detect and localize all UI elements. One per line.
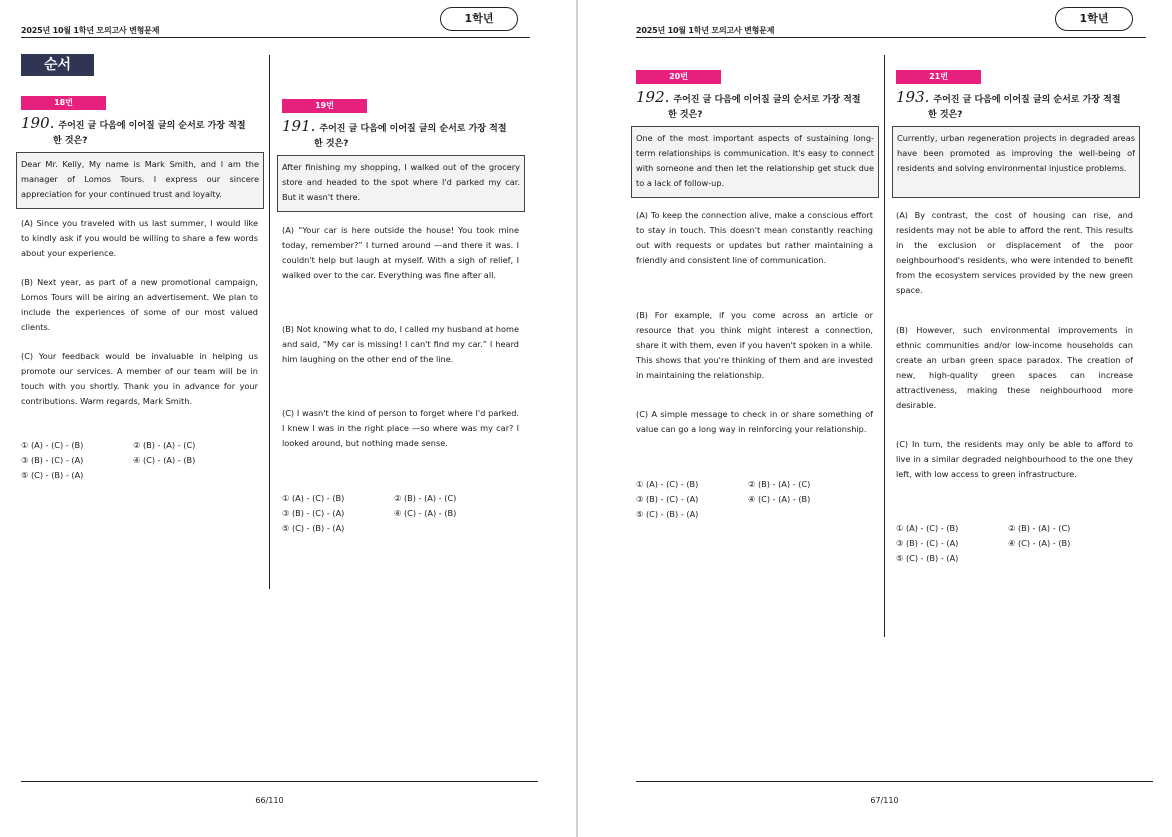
question-prompt-cont: 한 것은? (928, 110, 963, 120)
column-rule (269, 55, 270, 589)
paragraph-a: (A) By contrast, the cost of housing can rise, and residents may not be able to afford the rent. This results in the exclusion or displacement of the poor neighbourhood's residents, who were intended to benefit from the ecosystem services provided by the new green space. (896, 210, 1133, 295)
question-heading (636, 90, 876, 123)
question-number: 193. (896, 88, 930, 106)
choice-4[interactable]: ④ (C) - (A) - (B) (133, 455, 196, 465)
choice-2[interactable]: ② (B) - (A) - (C) (1008, 523, 1071, 533)
footer-rule (21, 781, 538, 782)
question-heading (21, 116, 261, 149)
page-left (0, 0, 576, 837)
choice-1[interactable]: ① (A) - (C) - (B) (896, 523, 959, 533)
question-heading (896, 90, 1136, 123)
choice-5[interactable]: ⑤ (C) - (B) - (A) (21, 470, 84, 480)
section-label: 순서 (21, 54, 94, 76)
paragraph-c: (C) A simple message to check in or share something of value can go a long way in reinforcing your relationship. (636, 409, 873, 434)
choice-4[interactable]: ④ (C) - (A) - (B) (1008, 538, 1071, 548)
header-title: 2025년 10월 1학년 모의고사 변형문제 (21, 26, 160, 35)
given-passage-box: One of the most important aspects of sustaining long-term relationships is communication. It's easy to connect with someone and then let the relationship get stuck due to a lack of follow-up. (631, 126, 879, 198)
paragraph-c: (C) I wasn't the kind of person to forget where I'd parked. I knew I was in the right place —so where was my car? I looked around, but nothing made sense. (282, 408, 519, 448)
given-passage-box: Currently, urban regeneration projects in degraded areas have been promoted as improving the well-being of residents and solving environmental injustice problems. (892, 126, 1140, 198)
given-passage-box: Dear Mr. Kelly, My name is Mark Smith, and I am the manager of Lomos Tours. I express our sincere appreciation for your continued trust and loyalty. (16, 152, 264, 209)
question-prompt-cont: 한 것은? (53, 136, 88, 146)
question-prompt-cont: 한 것은? (314, 139, 349, 149)
choice-4[interactable]: ④ (C) - (A) - (B) (748, 494, 811, 504)
choice-5[interactable]: ⑤ (C) - (B) - (A) (282, 523, 345, 533)
column-rule (884, 55, 885, 637)
choice-1[interactable]: ① (A) - (C) - (B) (636, 479, 699, 489)
paragraph-a: (A) Since you traveled with us last summer, I would like to kindly ask if you would be willing to share a few words about your experience. (21, 218, 258, 258)
footer-rule (636, 781, 1153, 782)
page-number: 67/110 (870, 796, 899, 805)
choice-3[interactable]: ③ (B) - (C) - (A) (896, 538, 959, 548)
question-tag: 21번 (896, 70, 981, 84)
grade-badge: 1학년 (1055, 7, 1133, 31)
paragraph-b: (B) However, such environmental improvements in ethnic communities and/or low-income households can create an urban green space paradox. The creation of new, high-quality green spaces can increase attractiveness, making these neighbourhood more desirable. (896, 325, 1133, 410)
question-number: 191. (282, 117, 316, 135)
question-heading (282, 119, 522, 152)
choice-5[interactable]: ⑤ (C) - (B) - (A) (636, 509, 699, 519)
answer-choices (636, 477, 860, 522)
answer-choices (282, 491, 506, 536)
page-number: 66/110 (255, 796, 284, 805)
question-prompt: 주어진 글 다음에 이어질 글의 순서로 가장 적절 (319, 124, 507, 134)
choice-1[interactable]: ① (A) - (C) - (B) (282, 493, 345, 503)
paragraph-a: (A) To keep the connection alive, make a conscious effort to stay in touch. This doesn't mean constantly reaching out with requests or updates but rather maintaining a friendly and consistent line of communication. (636, 210, 873, 265)
question-number: 192. (636, 88, 670, 106)
question-tag: 20번 (636, 70, 721, 84)
page-right (578, 0, 1172, 837)
question-tag: 19번 (282, 99, 367, 113)
choice-3[interactable]: ③ (B) - (C) - (A) (21, 455, 84, 465)
paragraph-c: (C) In turn, the residents may only be able to afford to live in a similar degraded neighbourhood to the one they left, with low access to green infrastructure. (896, 439, 1133, 479)
paragraph-c: (C) Your feedback would be invaluable in helping us promote our services. A member of our team will be in touch with you shortly. Thank you in advance for your contributions. Warm regards, Mark Smith. (21, 351, 258, 406)
answer-choices (21, 438, 245, 483)
choice-5[interactable]: ⑤ (C) - (B) - (A) (896, 553, 959, 563)
question-prompt: 주어진 글 다음에 이어질 글의 순서로 가장 적절 (58, 121, 246, 131)
grade-badge: 1학년 (440, 7, 518, 31)
paragraph-a: (A) “Your car is here outside the house! You took mine today, remember?” I turned around —and there it was. I couldn't help but laugh at myself. With a sigh of relief, I walked over to the car. Everything was fine after all. (282, 225, 519, 280)
given-passage-box: After finishing my shopping, I walked out of the grocery store and headed to the spot where I'd parked my car. But it wasn't there. (277, 155, 525, 212)
answer-choices (896, 521, 1120, 566)
header-rule (21, 37, 530, 38)
header-rule (636, 37, 1146, 38)
choice-3[interactable]: ③ (B) - (C) - (A) (636, 494, 699, 504)
question-prompt-cont: 한 것은? (668, 110, 703, 120)
choice-1[interactable]: ① (A) - (C) - (B) (21, 440, 84, 450)
choice-2[interactable]: ② (B) - (A) - (C) (748, 479, 811, 489)
choice-2[interactable]: ② (B) - (A) - (C) (133, 440, 196, 450)
header-title: 2025년 10월 1학년 모의고사 변형문제 (636, 26, 775, 35)
question-number: 190. (21, 114, 55, 132)
question-prompt: 주어진 글 다음에 이어질 글의 순서로 가장 적절 (673, 95, 861, 105)
question-tag: 18번 (21, 96, 106, 110)
choice-2[interactable]: ② (B) - (A) - (C) (394, 493, 457, 503)
paragraph-b: (B) For example, if you come across an article or resource that you think might interest a connection, share it with them, even if you haven't spoken in a while. This shows that you're thinking of them and are invested in maintaining the relationship. (636, 310, 873, 380)
paragraph-b: (B) Not knowing what to do, I called my husband at home and said, “My car is missing! I can't find my car.” I heard him laughing on the other end of the line. (282, 324, 519, 364)
paragraph-b: (B) Next year, as part of a new promotional campaign, Lomos Tours will be airing an advertisement. We plan to include the experiences of some of our most valued clients. (21, 277, 258, 332)
question-prompt: 주어진 글 다음에 이어질 글의 순서로 가장 적절 (933, 95, 1121, 105)
choice-4[interactable]: ④ (C) - (A) - (B) (394, 508, 457, 518)
choice-3[interactable]: ③ (B) - (C) - (A) (282, 508, 345, 518)
